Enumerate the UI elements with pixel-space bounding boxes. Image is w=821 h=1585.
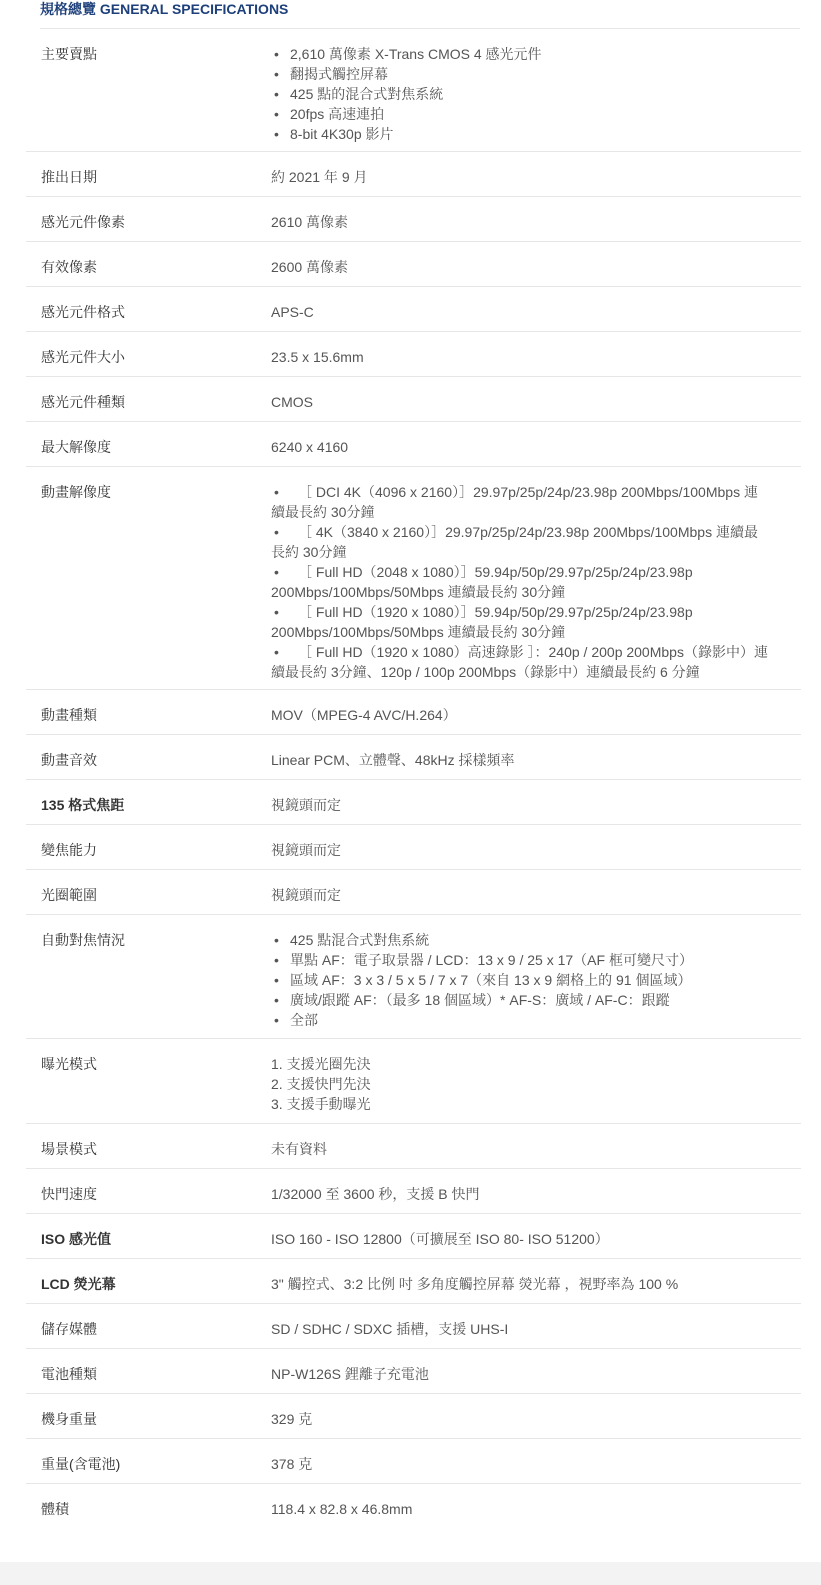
list-item: • ［ DCI 4K（4096 x 2160）］29.97p/25p/24p/23.98p 200Mbps/100Mbps 連續最長約 30分鐘 bbox=[271, 482, 771, 522]
spec-table bbox=[26, 29, 801, 1528]
row-value: SD / SDHC / SDXC 插槽，支援 UHS-I bbox=[271, 1321, 509, 1337]
row-label: 光圈範圍 bbox=[41, 887, 97, 903]
table-row bbox=[26, 1214, 801, 1259]
list-item: • 425 點混合式對焦系統 bbox=[271, 930, 771, 950]
row-value: 6240 x 4160 bbox=[271, 439, 349, 455]
list-item: 1. 支援光圈先決 bbox=[271, 1056, 371, 1072]
row-value-list bbox=[271, 482, 771, 682]
row-label: 推出日期 bbox=[41, 169, 97, 185]
table-row bbox=[26, 780, 801, 825]
row-label: 動畫種類 bbox=[41, 707, 97, 723]
list-item: • ［ Full HD（1920 x 1080）高速錄影 ］：240p / 200p 200Mbps（錄影中）連續最長約 3分鐘、120p / 100p 200Mbps（錄影中）連續最長約 6 分鐘 bbox=[271, 642, 771, 682]
row-value: 118.4 x 82.8 x 46.8mm bbox=[271, 1501, 413, 1517]
row-value: 未有資料 bbox=[271, 1141, 327, 1157]
table-row bbox=[26, 870, 801, 915]
row-value: NP-W126S 鋰離子充電池 bbox=[271, 1366, 429, 1382]
row-value: 視鏡頭而定 bbox=[271, 887, 341, 903]
list-item: • ［ 4K（3840 x 2160）］29.97p/25p/24p/23.98p 200Mbps/100Mbps 連續最長約 30分鐘 bbox=[271, 522, 771, 562]
table-row bbox=[26, 1304, 801, 1349]
list-item: • 20fps 高速連拍 bbox=[271, 104, 771, 124]
table-row bbox=[26, 467, 801, 690]
table-row bbox=[26, 152, 801, 197]
footer-band bbox=[0, 1562, 821, 1585]
list-item: • 單點 AF：電子取景器 / LCD：13 x 9 / 25 x 17（AF 框可變尺寸） bbox=[271, 950, 771, 970]
row-label: 動畫音效 bbox=[41, 752, 97, 768]
row-value: 23.5 x 15.6mm bbox=[271, 349, 364, 365]
table-row bbox=[26, 422, 801, 467]
row-label: 快門速度 bbox=[41, 1186, 97, 1202]
row-label: 感光元件大小 bbox=[41, 349, 125, 365]
table-row bbox=[26, 690, 801, 735]
row-label: 動畫解像度 bbox=[41, 484, 111, 500]
row-value: ISO 160 - ISO 12800（可擴展至 ISO 80- ISO 51200） bbox=[271, 1231, 609, 1247]
list-item: • ［ Full HD（1920 x 1080）］59.94p/50p/29.97p/25p/24p/23.98p 200Mbps/100Mbps/50Mbps 連續最長約 30分鐘 bbox=[271, 602, 771, 642]
table-row bbox=[26, 915, 801, 1039]
row-label: 有效像素 bbox=[41, 259, 97, 275]
table-row bbox=[26, 1484, 801, 1528]
row-value-list bbox=[271, 44, 771, 144]
row-label: LCD 熒光幕 bbox=[41, 1276, 116, 1292]
row-value: APS-C bbox=[271, 304, 314, 320]
row-label: 自動對焦情況 bbox=[41, 932, 125, 948]
list-item: • ［ Full HD（2048 x 1080）］59.94p/50p/29.97p/25p/24p/23.98p 200Mbps/100Mbps/50Mbps 連續最長約 30分鐘 bbox=[271, 562, 771, 602]
row-value: CMOS bbox=[271, 394, 313, 410]
row-value: 2600 萬像素 bbox=[271, 259, 349, 275]
row-value: 329 克 bbox=[271, 1411, 313, 1427]
row-value: 378 克 bbox=[271, 1456, 313, 1472]
row-label: 場景模式 bbox=[41, 1141, 97, 1157]
row-value: 2610 萬像素 bbox=[271, 214, 349, 230]
row-label: 感光元件種類 bbox=[41, 394, 125, 410]
table-row bbox=[26, 1394, 801, 1439]
row-label: 儲存媒體 bbox=[41, 1321, 97, 1337]
table-row bbox=[26, 825, 801, 870]
list-item: • 廣域/跟蹤 AF：（最多 18 個區域）* AF-S：廣域 / AF-C：跟蹤 bbox=[271, 990, 771, 1010]
row-value-list bbox=[271, 930, 771, 1030]
table-row bbox=[26, 29, 801, 152]
row-value: 3" 觸控式、3:2 比例 吋 多角度觸控屏幕 熒光幕 ，視野率為 100 % bbox=[271, 1276, 679, 1292]
row-value: 1/32000 至 3600 秒，支援 B 快門 bbox=[271, 1186, 480, 1202]
table-row bbox=[26, 287, 801, 332]
table-row bbox=[26, 197, 801, 242]
row-label: 重量(含電池) bbox=[41, 1456, 121, 1472]
row-label: 變焦能力 bbox=[41, 842, 97, 858]
row-value: 視鏡頭而定 bbox=[271, 842, 341, 858]
row-value: 約 2021 年 9 月 bbox=[271, 169, 368, 185]
page-title: 規格總覽 GENERAL SPECIFICATIONS bbox=[40, 0, 800, 29]
row-label: ISO 感光值 bbox=[41, 1231, 112, 1247]
row-label: 機身重量 bbox=[41, 1411, 97, 1427]
row-value-list bbox=[271, 1054, 771, 1114]
row-label: 135 格式焦距 bbox=[41, 797, 125, 813]
row-label: 主要賣點 bbox=[41, 46, 97, 62]
row-value: 視鏡頭而定 bbox=[271, 797, 341, 813]
row-label: 感光元件格式 bbox=[41, 304, 125, 320]
row-label: 感光元件像素 bbox=[41, 214, 125, 230]
table-row bbox=[26, 1439, 801, 1484]
row-value: MOV（MPEG-4 AVC/H.264） bbox=[271, 707, 457, 723]
table-row bbox=[26, 735, 801, 780]
table-row bbox=[26, 1169, 801, 1214]
table-row bbox=[26, 1259, 801, 1304]
table-row bbox=[26, 242, 801, 287]
table-row bbox=[26, 1124, 801, 1169]
list-item: • 2,610 萬像素 X-Trans CMOS 4 感光元件 bbox=[271, 44, 771, 64]
table-row bbox=[26, 1349, 801, 1394]
list-item: • 全部 bbox=[271, 1010, 771, 1030]
list-item: 2. 支援快門先決 bbox=[271, 1076, 371, 1092]
list-item: • 翻揭式觸控屏幕 bbox=[271, 64, 771, 84]
table-row bbox=[26, 1039, 801, 1124]
row-label: 最大解像度 bbox=[41, 439, 111, 455]
row-label: 曝光模式 bbox=[41, 1056, 97, 1072]
list-item: 3. 支援手動曝光 bbox=[271, 1096, 371, 1112]
row-value: Linear PCM、立體聲、48kHz 採樣頻率 bbox=[271, 752, 515, 768]
row-label: 體積 bbox=[41, 1501, 69, 1517]
row-label: 電池種類 bbox=[41, 1366, 97, 1382]
list-item: • 8-bit 4K30p 影片 bbox=[271, 124, 771, 144]
list-item: • 區域 AF：3 x 3 / 5 x 5 / 7 x 7（來自 13 x 9 網格上的 91 個區域） bbox=[271, 970, 771, 990]
list-item: • 425 點的混合式對焦系統 bbox=[271, 84, 771, 104]
table-row bbox=[26, 377, 801, 422]
table-row bbox=[26, 332, 801, 377]
